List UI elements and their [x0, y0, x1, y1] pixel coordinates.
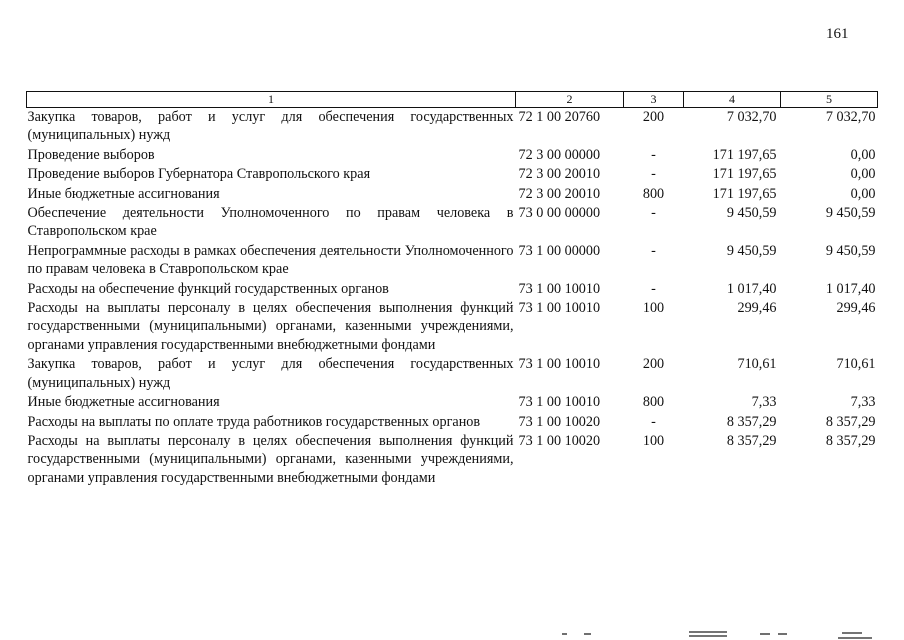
- row-amount-col4: 9 450,59: [726, 242, 777, 259]
- row-amount-col4: 171 197,65: [712, 185, 777, 202]
- row-name: Иные бюджетные ассигнования: [27, 185, 220, 202]
- row-amount-col5: 0,00: [850, 166, 876, 183]
- row-amount-col5: 8 357,29: [825, 432, 876, 449]
- row-amount-col4: 7 032,70: [726, 109, 777, 125]
- row-name: Обеспечение деятельности Уполномоченного по правам человека в Ставропольском крае: [27, 205, 514, 240]
- table-row: [27, 185, 878, 204]
- table-row: [27, 280, 878, 299]
- table-body: [27, 108, 878, 489]
- column-header-3: 3: [624, 92, 684, 108]
- row-name: Проведение выборов Губернатора Ставропольского края: [27, 166, 371, 183]
- budget-table: [26, 91, 878, 488]
- row-code: 73 1 00 10010: [518, 394, 601, 411]
- table-row: [27, 299, 878, 355]
- scan-artifact-marks: [0, 627, 904, 640]
- row-expense-type: 800: [642, 185, 665, 202]
- row-amount-col5: 299,46: [836, 300, 876, 317]
- row-amount-col5: 9 450,59: [825, 205, 876, 222]
- table-row: [27, 393, 878, 412]
- row-code: 72 3 00 00000: [518, 146, 601, 163]
- row-amount-col5: 710,61: [836, 356, 876, 373]
- table-row: [27, 165, 878, 184]
- row-code: 72 3 00 20010: [518, 166, 601, 183]
- row-code: 72 1 00 20760: [518, 109, 601, 125]
- row-amount-col4: 8 357,29: [726, 432, 777, 449]
- row-name: Непрограммные расходы в рамках обеспечения деятельности Уполномоченного по правам человека в Ставропольском крае: [27, 242, 514, 278]
- row-code: 73 1 00 10010: [518, 280, 601, 297]
- table-row: [27, 242, 878, 280]
- row-name: Проведение выборов: [27, 146, 155, 163]
- row-amount-col4: 171 197,65: [712, 146, 777, 163]
- row-name: Расходы на обеспечение функций государственных органов: [27, 280, 389, 297]
- row-amount-col4: 1 017,40: [726, 280, 777, 297]
- row-expense-type: -: [651, 242, 656, 259]
- row-amount-col5: 1 017,40: [825, 280, 876, 297]
- row-name: Расходы на выплаты по оплате труда работников государственных органов: [27, 413, 481, 430]
- row-name: Расходы на выплаты персоналу в целях обеспечения выполнения функций государственными (муниципальными) органами, казенными учреждениями, органами управления государственными внебюджетными фондами: [27, 432, 514, 486]
- row-code: 73 1 00 10020: [518, 432, 601, 449]
- row-expense-type: -: [651, 280, 656, 297]
- row-amount-col4: 7,33: [751, 394, 777, 411]
- column-header-2: 2: [516, 92, 624, 108]
- table-row: [27, 108, 878, 146]
- row-amount-col5: 8 357,29: [825, 413, 876, 430]
- row-expense-type: -: [651, 146, 656, 163]
- column-header-5: 5: [781, 92, 878, 108]
- row-amount-col4: 710,61: [737, 356, 777, 373]
- row-amount-col5: 7,33: [850, 394, 876, 411]
- table-row: [27, 355, 878, 393]
- table-row: [27, 432, 878, 488]
- table-header-row: [27, 92, 878, 108]
- row-code: 73 1 00 00000: [518, 242, 601, 259]
- row-code: 73 1 00 10020: [518, 413, 601, 430]
- row-expense-type: -: [651, 413, 656, 430]
- row-expense-type: 200: [642, 356, 665, 373]
- row-name: Закупка товаров, работ и услуг для обеспечения государственных (муниципальных) нужд: [27, 356, 514, 391]
- row-code: 73 0 00 00000: [518, 205, 601, 222]
- row-name: Расходы на выплаты персоналу в целях обеспечения выполнения функций государственными (муниципальными) органами, казенными учреждениями, органами управления государственными внебюджетными фондами: [27, 300, 514, 353]
- row-code: 73 1 00 10010: [518, 300, 601, 317]
- table-row: [27, 146, 878, 165]
- row-expense-type: 800: [642, 394, 665, 411]
- column-header-1: 1: [27, 92, 516, 108]
- row-name: Закупка товаров, работ и услуг для обеспечения государственных (муниципальных) нужд: [27, 109, 514, 144]
- row-expense-type: -: [651, 166, 656, 183]
- row-code: 72 3 00 20010: [518, 185, 601, 202]
- row-amount-col5: 0,00: [850, 146, 876, 163]
- row-amount-col5: 9 450,59: [825, 242, 876, 259]
- row-amount-col5: 0,00: [850, 185, 876, 202]
- row-expense-type: 200: [642, 109, 665, 125]
- column-header-4: 4: [684, 92, 781, 108]
- row-code: 73 1 00 10010: [518, 356, 601, 373]
- row-amount-col4: 9 450,59: [726, 205, 777, 222]
- row-expense-type: -: [651, 205, 656, 222]
- row-amount-col5: 7 032,70: [825, 109, 876, 125]
- row-amount-col4: 171 197,65: [712, 166, 777, 183]
- table-row: [27, 413, 878, 432]
- table-row: [27, 204, 878, 242]
- row-expense-type: 100: [642, 300, 665, 317]
- row-amount-col4: 8 357,29: [726, 413, 777, 430]
- row-amount-col4: 299,46: [737, 300, 777, 317]
- page-number: 161: [826, 26, 849, 42]
- row-expense-type: 100: [642, 432, 665, 449]
- row-name: Иные бюджетные ассигнования: [27, 394, 220, 411]
